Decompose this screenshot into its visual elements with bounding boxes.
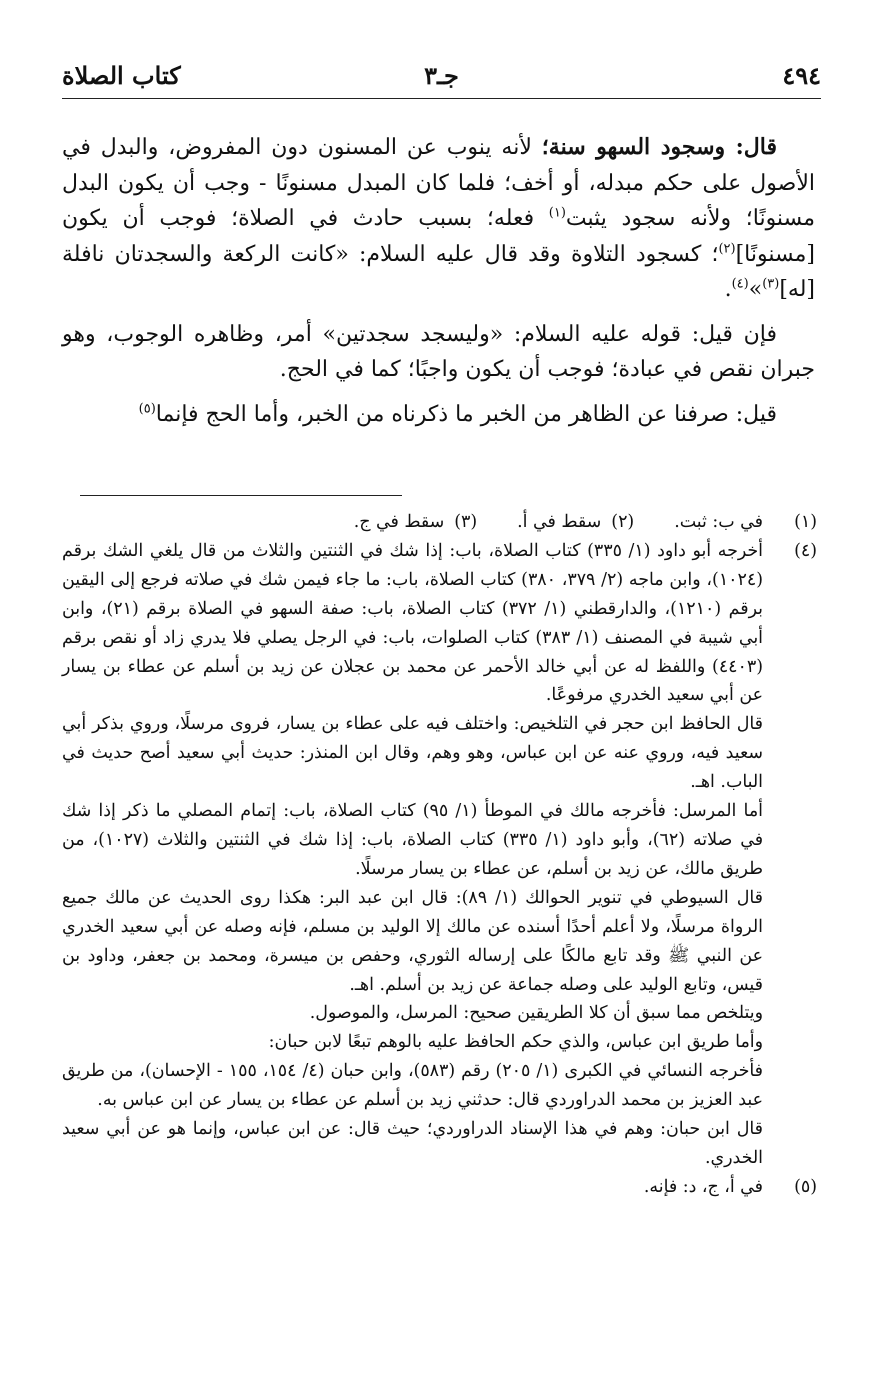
footnote-text: في ب: ثبت. [674,512,763,532]
paragraph-1-part-2: فعله؛ بسبب حادث في الصلاة؛ فوجب أن يكون [مسنونًا] [62,206,815,267]
book-title: كتاب الصلاة [62,61,181,90]
footnote-number: (٢) [611,512,635,532]
paragraph-1-part-1: لأنه ينوب عن المسنون دون المفروض، والبدل في الأصول على حكم مبدله، أو أخف؛ فلما كان المبدل مسنونًا - وجب أن يكون البدل مسنونًا؛ ولأنه سجود يثبت [62,135,815,231]
footnote-marker-2: (٢) [718,241,736,257]
paragraph-2: فإن قيل: قوله عليه السلام: «وليسجد سجدتين» أمر، وظاهره الوجوب، وهو جبران نقص في عبادة؛ فوجب أن يكون واجبًا؛ كما في الحج. [62,321,815,382]
footnotes [62,508,817,1202]
paragraph-1-part-3: ؛ كسجود التلاوة وقد قال عليه السلام: «كانت الركعة والسجدتان نافلة [له] [62,241,815,302]
footnote-number: (١) [794,512,817,532]
footnote-4-paragraph: قال السيوطي في تنوير الحوالك (١/ ٨٩): قال ابن عبد البر: هكذا روى الحديث عن مالك جميع الرواة مرسلًا، ولا أعلم أحدًا أسنده عن مالك إلا الوليد بن مسلم، فإنه وصله عن أبي سعيد الخدري عن النبي ﷺ وقد تابع مالكًا على إرساله الثوري، وحفص بن ميسرة، ومحمد بن جعفر، وداود بن قيس، وتابع الوليد على وصله جماعة عن زيد بن أسلم. اهـ. [62,887,763,995]
footnote-separator [80,495,402,496]
volume-label: جـ٣ [424,61,459,90]
footnote-number: (٥) [794,1176,817,1197]
footnote-4 [62,537,817,1173]
header-rule [62,98,821,99]
footnote-marker-4: (٤) [731,276,749,292]
footnote-4-paragraph: أما المرسل: فأخرجه مالك في الموطأ (١/ ٩٥) كتاب الصلاة، باب: إتمام المصلي ما ذكر إذا شك في صلاته (٦٢)، وأبو داود (١/ ٣٣٥) كتاب الصلاة، باب: إذا شك في الثنتين والثلاث (١٠٢٧)، من طريق مالك، عن زيد بن أسلم، عن عطاء بن يسار مرسلًا. [62,801,764,879]
paragraph-1-lead: قال: وسجود السهو سنة؛ [541,134,778,160]
footnote-4-paragraph: ويتلخص مما سبق أن كلا الطريقين صحيح: المرسل، والموصول. [309,1003,763,1024]
footnote-4-paragraph: قال ابن حبان: وهم في هذا الإسناد الدراوردي؛ حيث قال: عن ابن عباس، وإنما هو عن أبي سعيد الخدري. [62,1119,763,1168]
footnote-1-3-line [62,508,817,537]
paragraph-1 [62,130,815,308]
footnote-4-paragraph: فأخرجه النسائي في الكبرى (١/ ٢٠٥) رقم (٥٨٣)، وابن حبان (٤/ ١٥٤، ١٥٥ - الإحسان)، من طريق عبد العزيز بن محمد الدراوردي قال: حدثني زيد بن أسلم عن عطاء بن يسار عن ابن عباس به. [62,1061,763,1111]
footnote-marker-3: (٣) [762,276,780,292]
footnote-text: سقط في ج. [353,512,445,532]
footnote-marker-5: (٥) [138,401,156,417]
paragraph-3 [62,397,815,433]
paragraph-1-part-4: » [748,277,763,302]
paragraph-1-part-5: . [724,277,732,302]
footnote-marker-1: (١) [548,205,566,221]
footnote-4-paragraph: قال الحافظ ابن حجر في التلخيص: واختلف فيه على عطاء بن يسار، فروى مرسلًا، وروي بذكر أبي سعيد فيه، وروي عنه عن ابن عباس، وهو وهم، وقال ابن المنذر: حديث أبي سعيد أصح حديث في الباب. اهـ. [62,714,763,793]
footnote-4-paragraph: وأما طريق ابن عباس، والذي حكم الحافظ عليه بالوهم تبعًا لابن حبان: [268,1032,763,1053]
footnote-text: سقط في أ. [517,512,602,532]
footnote-4-paragraph: أخرجه أبو داود (١/ ٣٣٥) كتاب الصلاة، باب: إذا شك في الثنتين والثلاث من قال يلغي الشك برقم (١٠٢٤)، وابن ماجه (٢/ ٣٧٩، ٣٨٠) كتاب الصلاة، باب: ما جاء فيمن شك في صلاته فرجع إلى اليقين برقم (١٢١٠)، والدارقطني (١/ ٣٧٢) كتاب الصلاة، باب: صفة السهو في الصلاة برقم (٢١)، وابن أبي شيبة في المصنف (١/ ٣٨٣) كتاب الصلوات، باب: في الرجل يصلي فلا يدري زاد أو نقص برقم (٤٤٠٣) واللفظ له عن أبي خالد الأحمر عن محمد بن عجلان عن زيد بن أسلم عن عطاء بن يسار عن أبي سعيد الخدري مرفوعًا. [62,540,764,706]
footnote-number: (٣) [454,512,478,532]
footnote-5-text: في أ، ج، د: فإنه. [643,1176,763,1197]
main-text [62,130,815,441]
footnote-number: (٤) [794,540,817,561]
footnote-5 [62,1173,817,1202]
paragraph-3-text: قيل: صرفنا عن الظاهر من الخبر ما ذكرناه من الخبر، وأما الحج فإنما [155,401,777,427]
page-number: ٤٩٤ [782,61,821,90]
page-header [62,58,821,98]
